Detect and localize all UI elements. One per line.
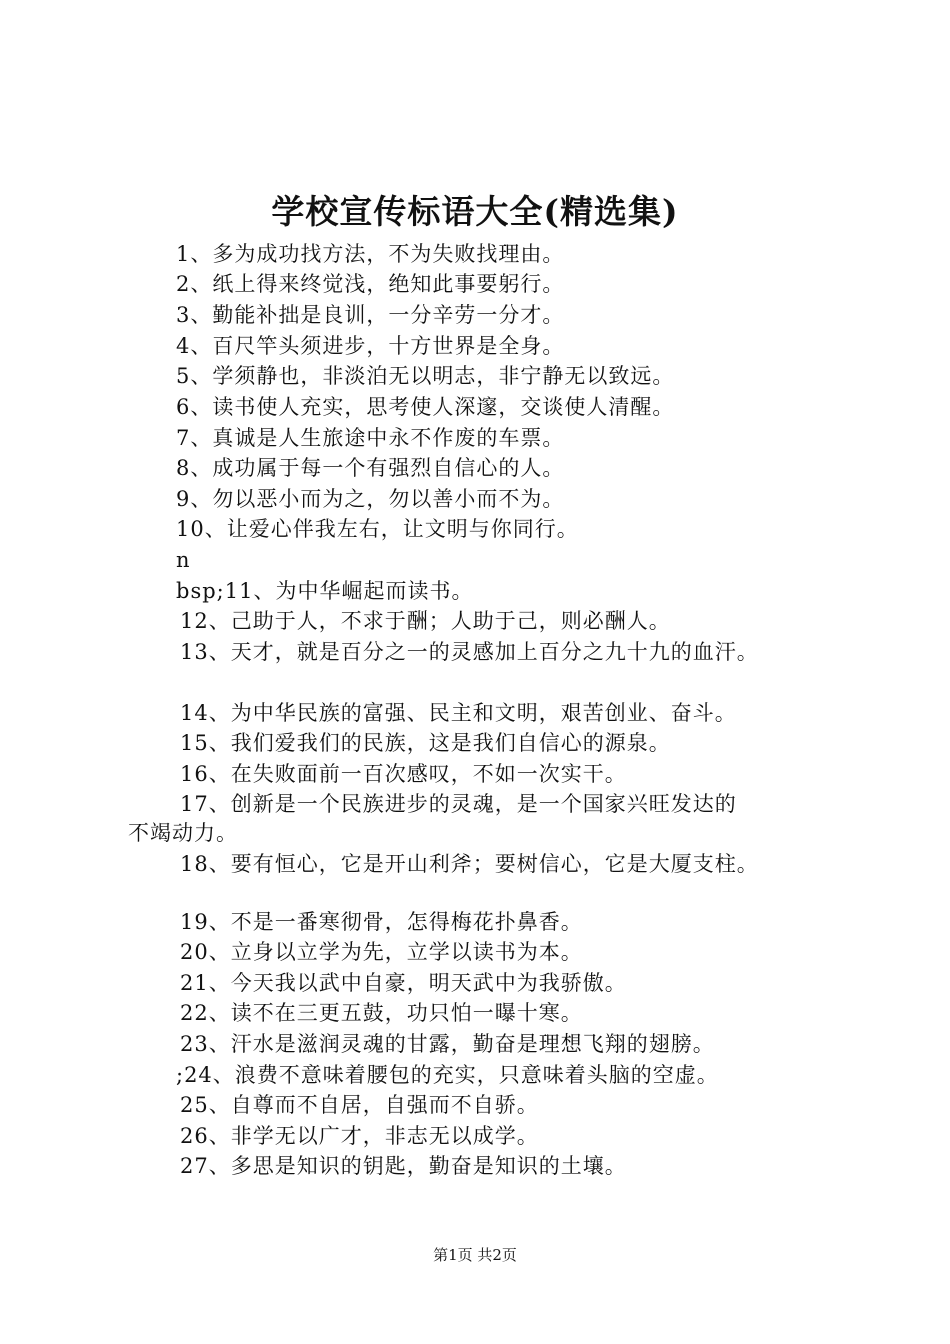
slogan-line-4: 4、百尺竿头须进步，十方世界是全身。 bbox=[176, 334, 565, 358]
slogan-line-17: 17、创新是一个民族进步的灵魂，是一个国家兴旺发达的 bbox=[180, 792, 737, 816]
slogan-line-7: 7、真诚是人生旅途中永不作废的车票。 bbox=[176, 426, 565, 450]
slogan-line-14: 14、为中华民族的富强、民主和文明，艰苦创业、奋斗。 bbox=[180, 701, 737, 725]
slogan-line-16: 16、在失败面前一百次感叹，不如一次实干。 bbox=[180, 762, 627, 786]
slogan-line-26: 26、非学无以广才，非志无以成学。 bbox=[180, 1124, 539, 1148]
slogan-line-10: 10、让爱心伴我左右，让文明与你同行。 bbox=[176, 517, 579, 541]
slogan-line-21: 21、今天我以武中自豪，明天武中为我骄傲。 bbox=[180, 971, 627, 995]
slogan-line-12: 12、己助于人，不求于酬；人助于己，则必酬人。 bbox=[180, 609, 671, 633]
slogan-line-19: 19、不是一番寒彻骨，怎得梅花扑鼻香。 bbox=[180, 910, 583, 934]
slogan-line-25: 25、自尊而不自居，自强而不自骄。 bbox=[180, 1093, 539, 1117]
slogan-line-18: 18、要有恒心，它是开山利斧；要树信心，它是大厦支柱。 bbox=[180, 852, 759, 876]
slogan-line-9: 9、勿以恶小而为之，勿以善小而不为。 bbox=[176, 487, 565, 511]
slogan-line-1: 1、多为成功找方法，不为失败找理由。 bbox=[176, 242, 565, 266]
slogan-line-23: 23、汗水是滋润灵魂的甘露，勤奋是理想飞翔的翅膀。 bbox=[180, 1032, 715, 1056]
slogan-line-13: 13、天才，就是百分之一的灵感加上百分之九十九的血汗。 bbox=[180, 640, 759, 664]
document-title: 学校宣传标语大全(精选集) bbox=[271, 192, 679, 231]
slogan-line-5: 5、学须静也，非淡泊无以明志，非宁静无以致远。 bbox=[176, 364, 675, 388]
slogan-line-6: 6、读书使人充实，思考使人深邃，交谈使人清醒。 bbox=[176, 395, 675, 419]
slogan-line-15: 15、我们爱我们的民族，这是我们自信心的源泉。 bbox=[180, 731, 671, 755]
page-footer: 第1页 共2页 bbox=[433, 1246, 517, 1264]
slogan-line-2: 2、纸上得来终觉浅，绝知此事要躬行。 bbox=[176, 272, 565, 296]
slogan-line-27: 27、多思是知识的钥匙，勤奋是知识的土壤。 bbox=[180, 1154, 627, 1178]
slogan-line-3: 3、勤能补拙是良训，一分辛劳一分才。 bbox=[176, 303, 565, 327]
slogan-line-20: 20、立身以立学为先，立学以读书为本。 bbox=[180, 940, 583, 964]
slogan-line-17-continued: 不竭动力。 bbox=[128, 821, 238, 845]
stray-text-n: n bbox=[176, 548, 191, 572]
slogan-line-22: 22、读不在三更五鼓，功只怕一曝十寒。 bbox=[180, 1001, 583, 1025]
slogan-line-8: 8、成功属于每一个有强烈自信心的人。 bbox=[176, 456, 565, 480]
slogan-line-24: ;24、浪费不意味着腰包的充实，只意味着头脑的空虚。 bbox=[176, 1063, 719, 1087]
slogan-line-11: bsp;11、为中华崛起而读书。 bbox=[176, 579, 474, 603]
